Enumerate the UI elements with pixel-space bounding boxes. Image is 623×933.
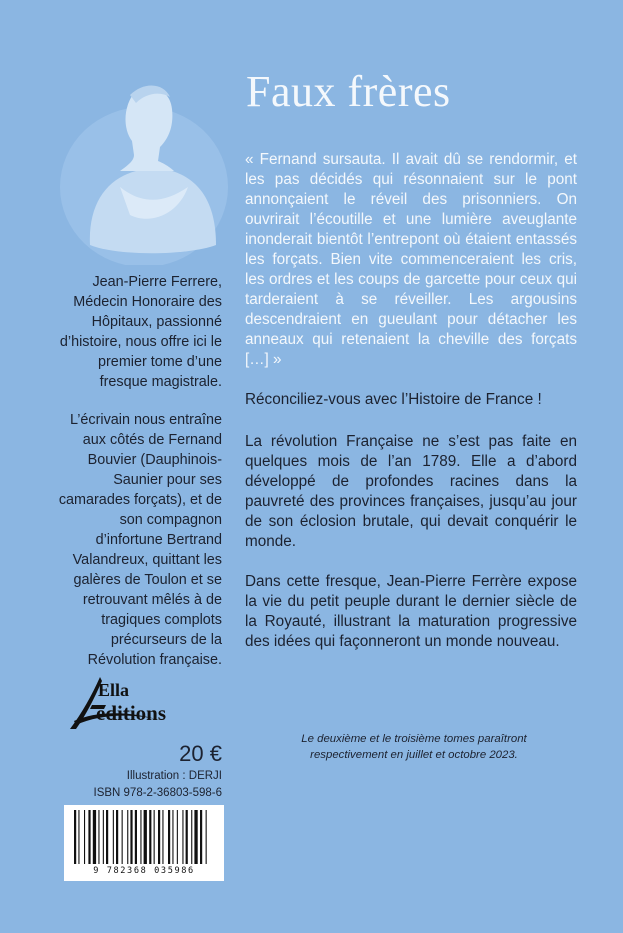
author-bust-illustration <box>60 75 228 265</box>
barcode-icon <box>72 810 216 866</box>
publisher-logo-name: Ella <box>98 680 130 700</box>
publisher-logo-subtitle: éditions <box>96 701 167 725</box>
summary-paragraph: La révolution Française ne s’est pas faite en quelques mois de l’an 1789. Elle a d’abord développé de profondes racines dans la pauvreté des provinces françaises, jusqu’au jour de son éclosion brutale, qui devait conquérir le monde. <box>245 433 577 550</box>
price: 20 € <box>179 741 222 766</box>
summary-paragraph: Dans cette fresque, Jean-Pierre Ferrère expose la vie du petit peuple durant le dernier siècle de la Royauté, illustrant la maturation progressive des idées qui façonneront un monde nouveau. <box>245 573 577 650</box>
book-excerpt: « Fernand sursauta. Il avait dû se rendormir, et les pas décidés qui résonnaient sur le pont annonçaient le réveil des prisonniers. On ouvrirait l’écoutille et une lumière aveuglante inonderait bientôt l’entrepont où étaient entassés les forçats. Bien vite commenceraient les cris, les ordres et les coups de garcette pour ceux qui tarderaient à se réveiller. Les argousins descendraient en gueulant pour détacher les anneaux qui retenaient la cheville des forçats […] » <box>245 151 577 368</box>
isbn: ISBN 978-2-36803-598-6 <box>93 787 222 799</box>
barcode <box>64 805 224 881</box>
book-title: Faux frères <box>246 67 451 116</box>
barcode-digits: 9 782368 035986 <box>93 866 195 876</box>
tagline: Réconciliez-vous avec l’Histoire de France ! <box>245 391 542 408</box>
author-bio-paragraph: Jean-Pierre Ferrere, Médecin Honoraire des Hôpitaux, passionné d’histoire, nous offre ici le premier tome d’une fresque magistrale. <box>59 274 222 390</box>
illustration-credit: Illustration : DERJI <box>126 770 222 782</box>
author-bio-paragraph: L’écrivain nous entraîne aux côtés de Fernand Bouvier (Dauphinois-Saunier pour ses camarades forçats), et de son compagnon d’infortune Bertrand Valandreux, quittant les galères de Toulon et se retrouvant mêlés à de tragiques complots précurseurs de la Révolution française. <box>58 412 222 668</box>
release-note: Le deuxième et le troisième tomes paraîtront respectivement en juillet et octobre 2023. <box>301 733 527 761</box>
